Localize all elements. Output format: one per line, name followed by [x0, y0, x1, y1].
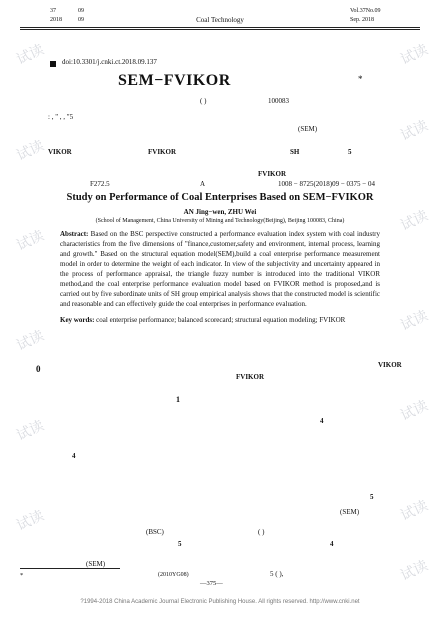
cn-abstract-line1: : , " , , "5 [48, 113, 74, 121]
cn-vikor: VIKOR [48, 148, 72, 156]
abstract [60, 229, 380, 309]
watermark: 试读 [14, 507, 47, 535]
chinese-title: SEM−FVIKOR [118, 72, 231, 89]
abstract-label: Abstract: [60, 230, 89, 238]
cn-sh: SH [290, 148, 300, 156]
header-month-num: 09 [78, 17, 84, 23]
title-footnote-mark: * [358, 74, 363, 84]
affiliation: (School of Management, China University of Mining and Technology(Beijing), Beijing 100083, China) [95, 218, 345, 224]
body-sem: (SEM) [340, 508, 360, 516]
watermark: 试读 [14, 41, 47, 69]
body-paren: ( ) [258, 528, 265, 536]
keywords [60, 316, 390, 324]
body-sem-2: (SEM) [86, 560, 106, 568]
header-rule [20, 27, 420, 28]
body-bsc: (BSC) [146, 528, 164, 536]
body-five-c: 5 ( ), [270, 570, 284, 578]
cn-five: 5 [348, 148, 352, 156]
cn-doc-code: A [200, 180, 206, 188]
header-journal: Coal Technology [196, 16, 244, 24]
body-four-a: 4 [320, 417, 324, 425]
cn-kw-fvikor: FVIKOR [258, 170, 286, 178]
header-issue-num: 09 [78, 8, 84, 14]
watermark: 试读 [14, 137, 47, 165]
header-rule-2 [20, 29, 420, 30]
watermark: 试读 [398, 41, 431, 69]
body-fvikor: FVIKOR [236, 373, 264, 381]
cn-postcode: 100083 [268, 97, 289, 105]
watermark: 试读 [14, 417, 47, 445]
watermark: 试读 [398, 557, 431, 585]
watermark: 试读 [398, 307, 431, 335]
watermark: 试读 [14, 227, 47, 255]
cn-clc: F272.5 [90, 180, 110, 188]
cn-article-no: 1008 − 8725(2018)09 − 0375 − 04 [278, 180, 376, 188]
cn-fvikor: FVIKOR [148, 148, 176, 156]
abstract-text: Based on the BSC perspective constructed a performance evaluation index system with coal industry characteristics from the five dimensions of "finance,customer,safety and environment, internal process, learning and growth." Based on the structural equation model(SEM),build a coal enterprise performance measurement model in order to determine the weight of each indicator. In view of the subjectivity and uncertainty appeared in the process of performance appraisal, the triangle fuzzy number is introduced into the traditional VIKOR method,and the coal enterprise performance evaluation model based on FVIKOR method is proposed,and is carried out by five subordinate units of SH group empirical analysis shows that the constructed model is scientific and reasonable and can effectively guide the coal enterprises in performance evaluation. [60, 230, 380, 308]
footnote-grant: (2010YG08) [158, 572, 189, 578]
section-0-heading: 0 [36, 364, 41, 374]
doi: doi:10.3301/j.cnki.ct.2018.09.137 [62, 58, 157, 66]
watermark: 试读 [14, 327, 47, 355]
header-vol-issue-en: Vol.37No.09 [350, 8, 381, 14]
body-four-c: 4 [330, 540, 334, 548]
body-four-b: 4 [72, 452, 76, 460]
footnote-rule [20, 568, 120, 569]
english-title: Study on Performance of Coal Enterprises Based on SEM−FVIKOR [66, 192, 374, 203]
watermark: 试读 [398, 497, 431, 525]
cn-sem: (SEM) [298, 125, 318, 133]
body-five-b: 5 [178, 540, 182, 548]
header-date-en: Sep. 2018 [350, 17, 374, 23]
watermark: 试读 [398, 117, 431, 145]
cn-affil-paren: ( ) [200, 97, 207, 105]
header-year: 2018 [50, 17, 62, 23]
doi-marker [50, 61, 56, 67]
authors: AN Jing−wen, ZHU Wei [183, 208, 257, 216]
keywords-text: coal enterprise performance; balanced scorecard; structural equation modeling; FVIKOR [96, 316, 346, 324]
keywords-label: Key words: [60, 316, 95, 324]
footnote-star: * [20, 572, 24, 579]
watermark: 试读 [398, 207, 431, 235]
body-vikor: VIKOR [378, 361, 402, 369]
header-vol-num: 37 [50, 8, 56, 14]
publisher-footer: ?1994-2018 China Academic Journal Electronic Publishing House. All rights reserved. http://www.cnki.net [80, 599, 360, 605]
page-number: —375— [200, 580, 223, 587]
watermark: 试读 [398, 397, 431, 425]
body-one: 1 [176, 395, 180, 404]
body-five-a: 5 [370, 493, 374, 501]
